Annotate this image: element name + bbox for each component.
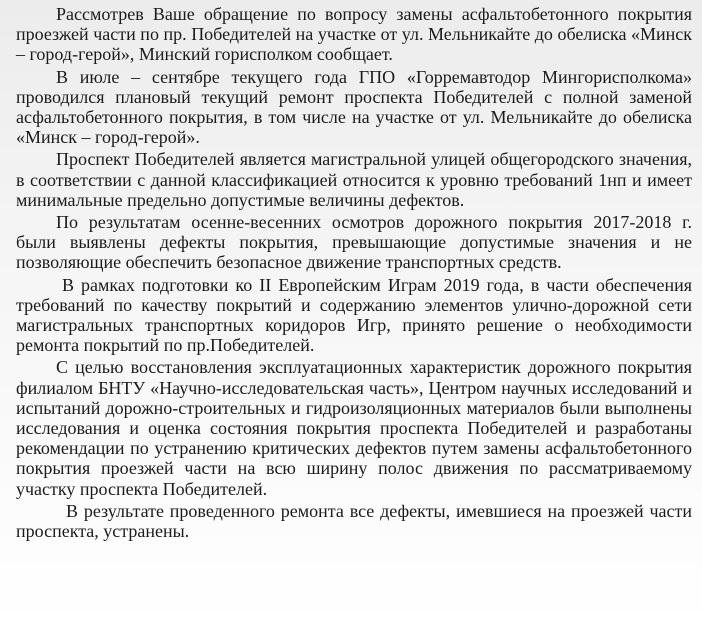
paragraph-1: Рассмотрев Ваше обращение по вопросу замены асфальтобетонного покрытия проезжей части по пр. Победителей на участке от ул. Мельникайте до обелиска «Минск – город-герой», Минский горисполком сообщает. — [16, 4, 692, 65]
paragraph-5: В рамках подготовки ко II Европейским Играм 2019 года, в части обеспечения требований по качеству покрытий и содержанию элементов улично-дорожной сети магистральных транспортных коридоров Игр, принято решение о необходимости ремонта покрытий по пр.Победителей. — [16, 274, 692, 356]
paragraph-7: В результате проведенного ремонта все дефекты, имевшиеся на проезжей части проспекта, устранены. — [16, 500, 692, 542]
paragraph-4: По результатам осенне-весенних осмотров дорожного покрытия 2017-2018 г. были выявлены дефекты покрытия, превышающие допустимые значения и не позволяющие обеспечить безопасное движение транспортных средств. — [16, 212, 692, 273]
paragraph-6: С целью восстановления эксплуатационных характеристик дорожного покрытия филиалом БНТУ «Научно-исследовательская часть», Центром научных исследований и испытаний дорожно-строительных и гидроизоляционных материалов были выполнены исследования и оценка состояния покрытия проспекта Победителей и разработаны рекомендации по устранению критических дефектов путем замены асфальтобетонного покрытия проезжей части на всю ширину полос движения по рассматриваемому участку проспекта Победителей. — [16, 357, 692, 499]
paragraph-3: Проспект Победителей является магистральной улицей общегородского значения, в соответствии с данной классификацией относится к уровню требований 1нп и имеет минимальные предельно допустимые величины дефектов. — [16, 149, 692, 210]
paragraph-2: В июле – сентябре текущего года ГПО «Горремавтодор Мингорисполкома» проводился плановый текущий ремонт проспекта Победителей с полной заменой асфальтобетонного покрытия, в том числе на участке от ул. Мельникайте до обелиска «Минск – город-герой». — [16, 66, 692, 148]
letter-body — [16, 4, 692, 543]
